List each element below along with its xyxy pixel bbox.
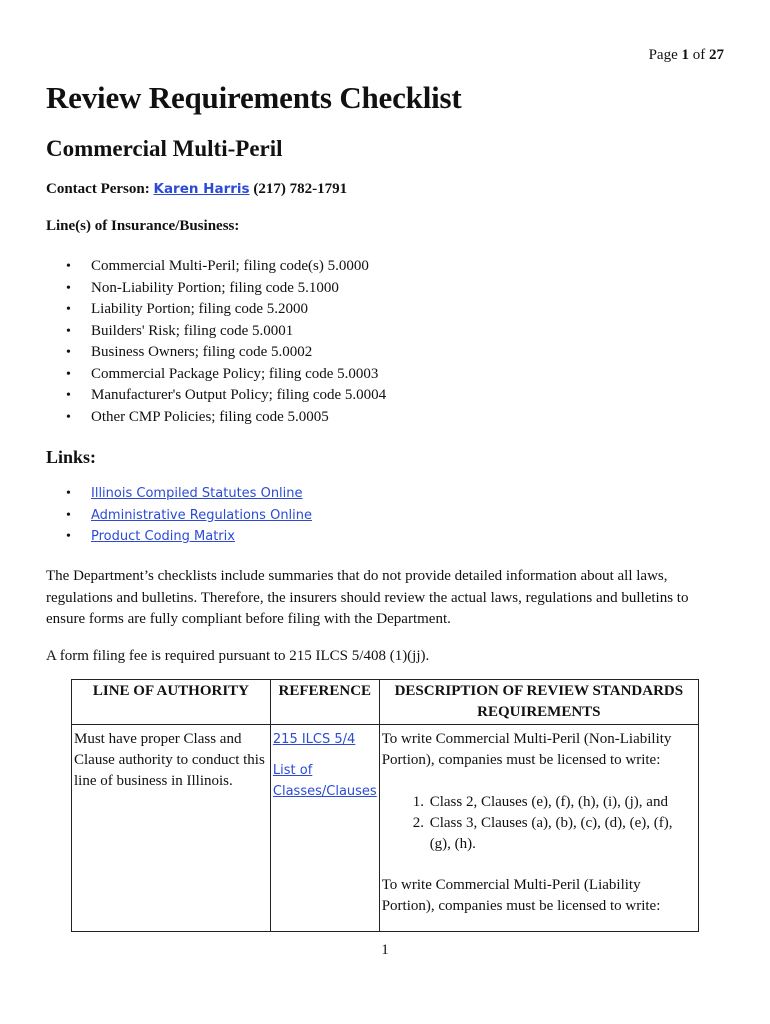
contact-name-link[interactable]: Karen Harris (153, 181, 250, 197)
list-item: • Commercial Multi-Peril; filing code(s) 5.0000 (46, 256, 386, 278)
column-header-description: DESCRIPTION OF REVIEW STANDARDS REQUIREMENTS (379, 680, 698, 725)
table-row (72, 725, 699, 932)
classes-clauses-link[interactable]: List of Classes/Clauses (272, 763, 377, 799)
list-item: • Business Owners; filing code 5.0002 (46, 342, 386, 364)
filing-fee-note: A form filing fee is required pursuant to 215 ILCS 5/408 (1)(jj). (46, 648, 430, 664)
links-list-item (46, 505, 312, 527)
reference-cell (270, 725, 379, 932)
page-prefix: Page (648, 47, 678, 63)
links-list-item (46, 483, 312, 505)
links-heading: Links: (46, 447, 97, 467)
class-clause-list (382, 792, 696, 855)
column-header-reference: REFERENCE (270, 680, 379, 725)
contact-label: Contact Person: (46, 181, 150, 197)
list-item: • Other CMP Policies; filing code 5.0005 (46, 407, 386, 429)
document-subtitle: Commercial Multi-Peril (46, 136, 283, 161)
description-liability: To write Commercial Multi-Peril (Liability Portion), companies must be licensed to write: (381, 877, 661, 914)
page-total: 27 (709, 47, 724, 63)
lines-of-insurance-list (46, 256, 386, 428)
contact-line (46, 181, 347, 198)
contact-phone: (217) 782-1791 (253, 181, 348, 197)
column-header-authority: LINE OF AUTHORITY (72, 680, 271, 725)
list-item: 2. Class 3, Clauses (a), (b), (c), (d), (e), (f), (g), (h). (428, 813, 696, 855)
page-indicator (649, 47, 724, 64)
requirements-table (71, 679, 699, 932)
authority-cell: Must have proper Class and Clause authority to conduct this line of business in Illinois. (72, 725, 271, 932)
list-item: • Non-Liability Portion; filing code 5.1000 (46, 278, 386, 300)
product-coding-matrix-link[interactable]: Product Coding Matrix (91, 529, 235, 544)
list-item: • Commercial Package Policy; filing code 5.0003 (46, 364, 386, 386)
ilcs-reference-link[interactable]: 215 ILCS 5/4 (272, 732, 356, 747)
description-intro: To write Commercial Multi-Peril (Non-Liability Portion), companies must be licensed to write: (381, 731, 672, 768)
page-current: 1 (681, 47, 689, 63)
lines-of-insurance-label: Line(s) of Insurance/Business: (46, 218, 240, 234)
list-item: • Manufacturer's Output Policy; filing code 5.0004 (46, 385, 386, 407)
list-item: • Liability Portion; filing code 5.2000 (46, 299, 386, 321)
document-title: Review Requirements Checklist (46, 80, 462, 115)
page-of: of (692, 47, 706, 63)
regulations-link[interactable]: Administrative Regulations Online (91, 507, 313, 523)
list-item: • Builders' Risk; filing code 5.0001 (46, 321, 386, 343)
checklist-disclaimer: The Department’s checklists include summaries that do not provide detailed information about all laws, regulations and bulletins. Therefore, the insurers should review the actual laws, regulations and bulletins to ensure forms are fully compliant before filing with the Department. (46, 568, 689, 627)
table-header-row (72, 680, 699, 725)
links-list (46, 483, 312, 548)
footer-page-number: 1 (381, 942, 389, 958)
statutes-link[interactable]: Illinois Compiled Statutes Online (91, 486, 303, 501)
links-list-item (46, 526, 312, 548)
list-item: 1. Class 2, Clauses (e), (f), (h), (i), (j), and (428, 792, 696, 813)
description-cell (379, 725, 698, 932)
